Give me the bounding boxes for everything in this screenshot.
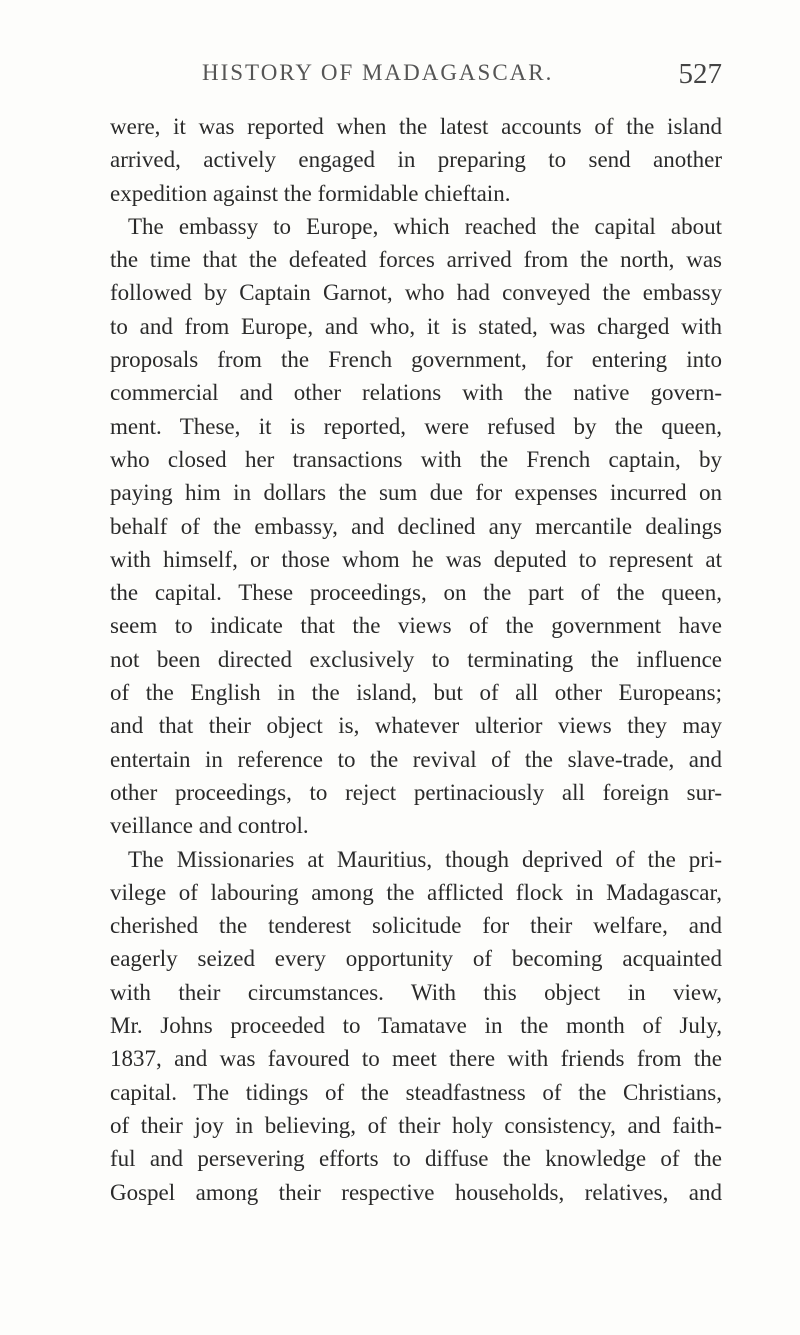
text-line: arrived, actively engaged in preparing to send another bbox=[110, 147, 722, 173]
text-line: proposals from the French government, for entering into bbox=[110, 347, 722, 373]
text-line: the time that the defeated forces arrived from the north, was bbox=[110, 247, 722, 273]
text-line: and that their object is, whatever ulterior views they may bbox=[110, 713, 722, 739]
text-line: cherished the tenderest solicitude for their welfare, and bbox=[110, 913, 722, 939]
text-line: Gospel among their respective households, relatives, and bbox=[110, 1179, 722, 1205]
text-line: of the English in the island, but of all other Europeans; bbox=[110, 680, 722, 706]
text-line: the capital. These proceedings, on the part of the queen, bbox=[110, 580, 722, 606]
text-line: of their joy in believing, of their holy consistency, and faith- bbox=[110, 1112, 722, 1138]
text-line: with their circumstances. With this object in view, bbox=[110, 979, 722, 1005]
text-line: The Missionaries at Mauritius, though deprived of the pri- bbox=[128, 846, 722, 872]
text-line: commercial and other relations with the native govern- bbox=[110, 380, 722, 406]
text-line: ful and persevering efforts to diffuse the knowledge of the bbox=[110, 1146, 722, 1172]
text-line: veillance and control. bbox=[110, 813, 309, 839]
text-line: not been directed exclusively to terminating the influence bbox=[110, 646, 722, 672]
text-line: other proceedings, to reject pertinaciously all foreign sur- bbox=[110, 779, 722, 805]
page-number: 527 bbox=[678, 58, 722, 90]
body-text bbox=[110, 110, 722, 1209]
text-line: expedition against the formidable chieftain. bbox=[110, 180, 511, 206]
text-line: seem to indicate that the views of the government have bbox=[110, 613, 722, 639]
text-line: 1837, and was favoured to meet there with friends from the bbox=[110, 1046, 722, 1072]
text-line: behalf of the embassy, and declined any mercantile dealings bbox=[110, 513, 722, 539]
running-head: HISTORY OF MADAGASCAR. bbox=[202, 60, 554, 85]
text-line: eagerly seized every opportunity of becoming acquainted bbox=[110, 946, 722, 972]
text-line: followed by Captain Garnot, who had conveyed the embassy bbox=[110, 280, 722, 306]
text-line: vilege of labouring among the afflicted flock in Madagascar, bbox=[110, 879, 722, 905]
text-line: who closed her transactions with the French captain, by bbox=[110, 446, 722, 472]
text-line: to and from Europe, and who, it is stated, was charged with bbox=[110, 313, 722, 339]
text-line: capital. The tidings of the steadfastness of the Christians, bbox=[110, 1079, 722, 1105]
text-line: ment. These, it is reported, were refused by the queen, bbox=[110, 413, 722, 439]
page-header bbox=[110, 60, 722, 100]
text-line: paying him in dollars the sum due for expenses incurred on bbox=[110, 480, 722, 506]
text-line: with himself, or those whom he was deputed to represent at bbox=[110, 546, 722, 572]
text-line: The embassy to Europe, which reached the capital about bbox=[128, 213, 722, 239]
text-line: were, it was reported when the latest accounts of the island bbox=[110, 114, 722, 139]
text-line: Mr. Johns proceeded to Tamatave in the month of July, bbox=[110, 1013, 722, 1039]
text-line: entertain in reference to the revival of the slave-trade, and bbox=[110, 746, 722, 772]
